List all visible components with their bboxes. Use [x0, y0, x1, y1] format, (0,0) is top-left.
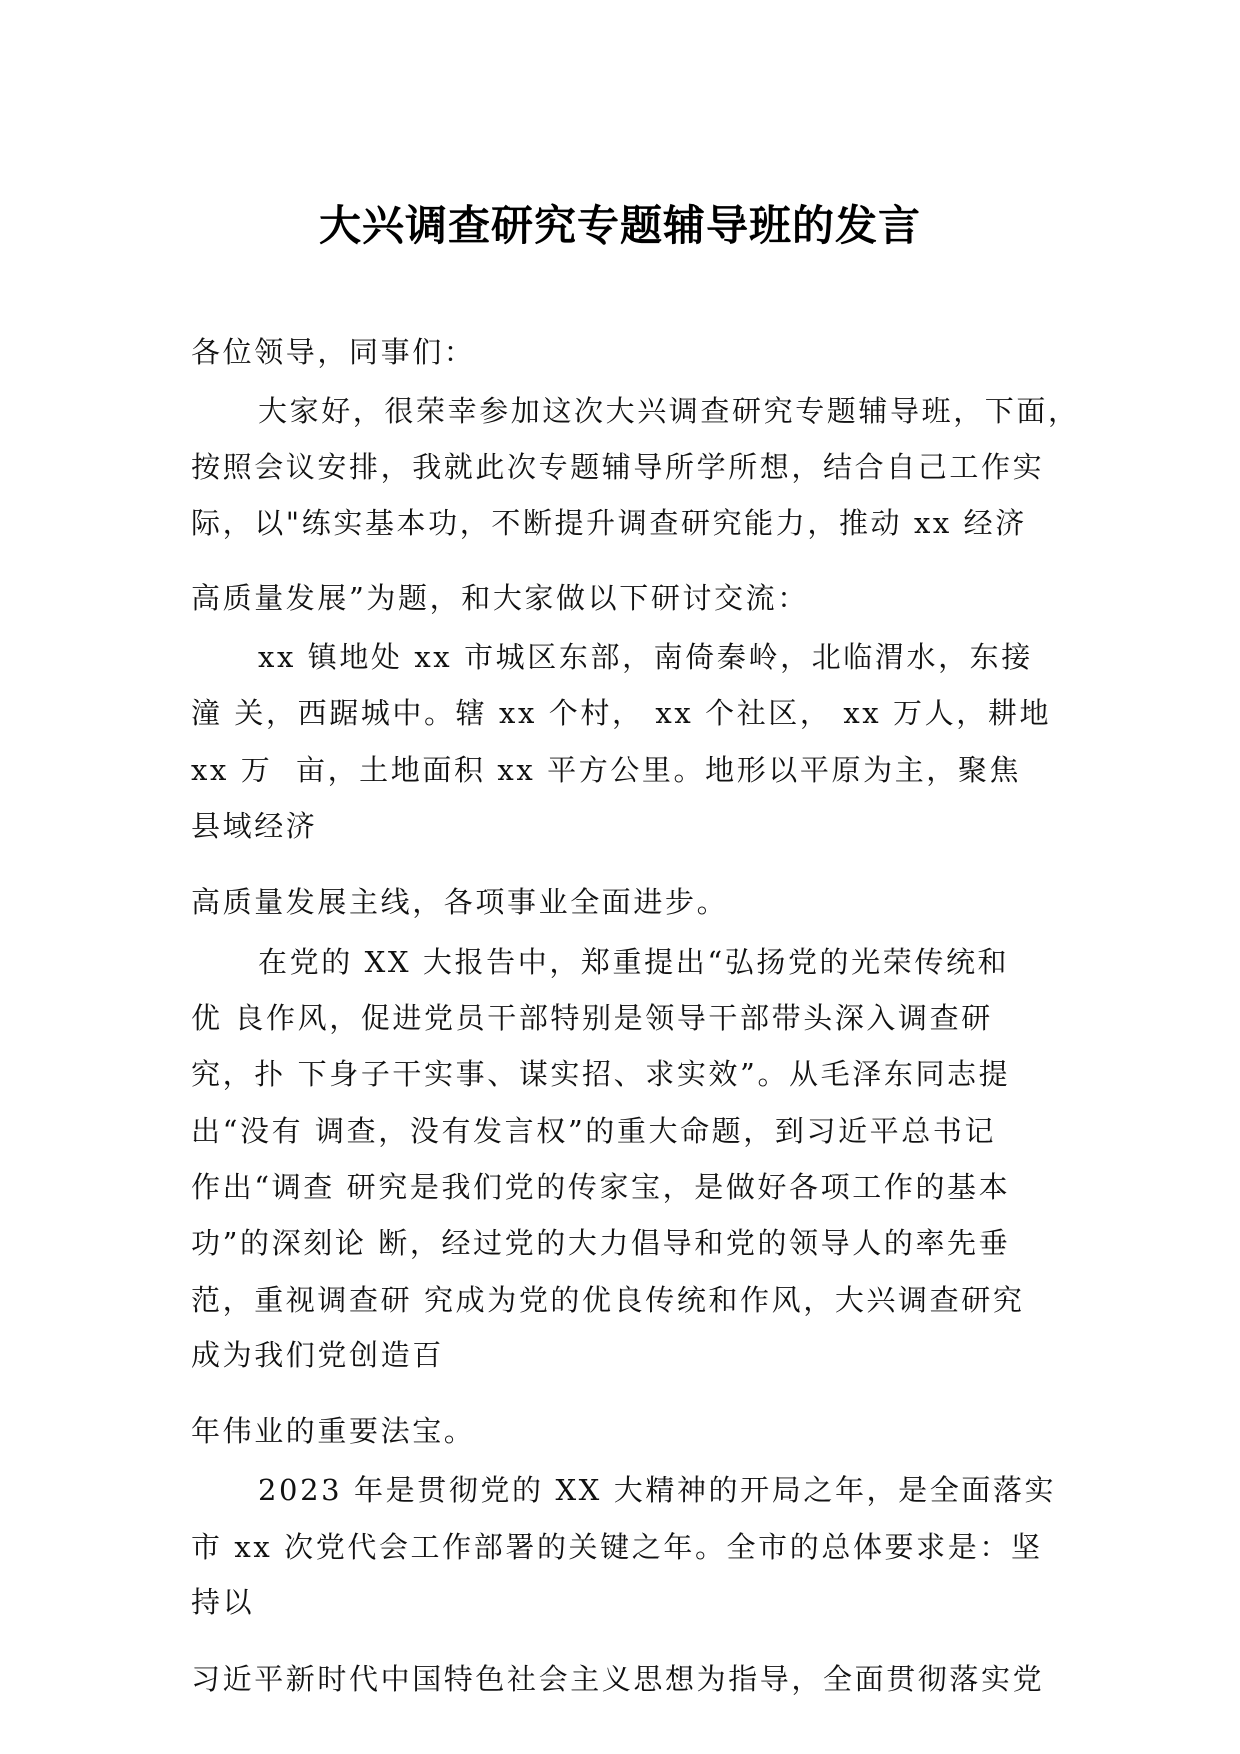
paragraph-line: 出“没有 调查，没有发言权”的重大命题，到习近平总书记	[191, 1114, 997, 1148]
paragraph-line: 习近平新时代中国特色社会主义思想为指导，全面贯彻落实党	[191, 1662, 1045, 1696]
paragraph-line: 潼 关，西踞城中。辖 xx 个村， xx 个社区， xx 万人，耕地	[191, 696, 1052, 730]
paragraph-line: 究，扑 下身子干实事、谋实招、求实效”。从毛泽东同志提	[191, 1057, 1011, 1091]
paragraph-line: 优 良作风，促进党员干部特别是领导干部带头深入调查研	[191, 1001, 993, 1035]
paragraph-line: 际，以"练实基本功，不断提升调查研究能力，推动 xx 经济	[191, 506, 1027, 540]
paragraph-line: 2023 年是贯彻党的 XX 大精神的开局之年，是全面落实	[258, 1473, 1057, 1507]
paragraph-line: 成为我们党创造百	[191, 1338, 444, 1372]
paragraph-line: 持以	[191, 1585, 255, 1619]
document-title: 大兴调查研究专题辅导班的发言	[318, 201, 921, 250]
paragraph-line: 大家好，很荣幸参加这次大兴调查研究专题辅导班，下面，	[258, 394, 1080, 428]
paragraph-line: 年伟业的重要法宝。	[191, 1414, 476, 1448]
paragraph-line: 范，重视调查研 究成为党的优良传统和作风，大兴调查研究	[191, 1283, 1025, 1317]
paragraph-line: 高质量发展”为题，和大家做以下研讨交流：	[191, 581, 809, 615]
paragraph-line: 功”的深刻论 断，经过党的大力倡导和党的领导人的率先垂	[191, 1226, 1011, 1260]
paragraph-line: 在党的 XX 大报告中，郑重提出“弘扬党的光荣传统和	[258, 945, 1010, 979]
paragraph-line: 高质量发展主线，各项事业全面进步。	[191, 885, 729, 919]
paragraph-line: xx 镇地处 xx 市城区东部，南倚秦岭，北临渭水，东接	[258, 640, 1033, 674]
paragraph-line: 作出“调查 研究是我们党的传家宝，是做好各项工作的基本	[191, 1170, 1011, 1204]
paragraph-line: xx 万 亩，土地面积 xx 平方公里。地形以平原为主，聚焦	[191, 753, 1022, 787]
paragraph-line: 县域经济	[191, 809, 318, 843]
paragraph-line: 市 xx 次党代会工作部署的关键之年。全市的总体要求是：坚	[191, 1530, 1043, 1564]
paragraph-line: 按照会议安排，我就此次专题辅导所学所想，结合自己工作实	[191, 450, 1045, 484]
salutation-line: 各位领导，同事们：	[191, 335, 476, 369]
